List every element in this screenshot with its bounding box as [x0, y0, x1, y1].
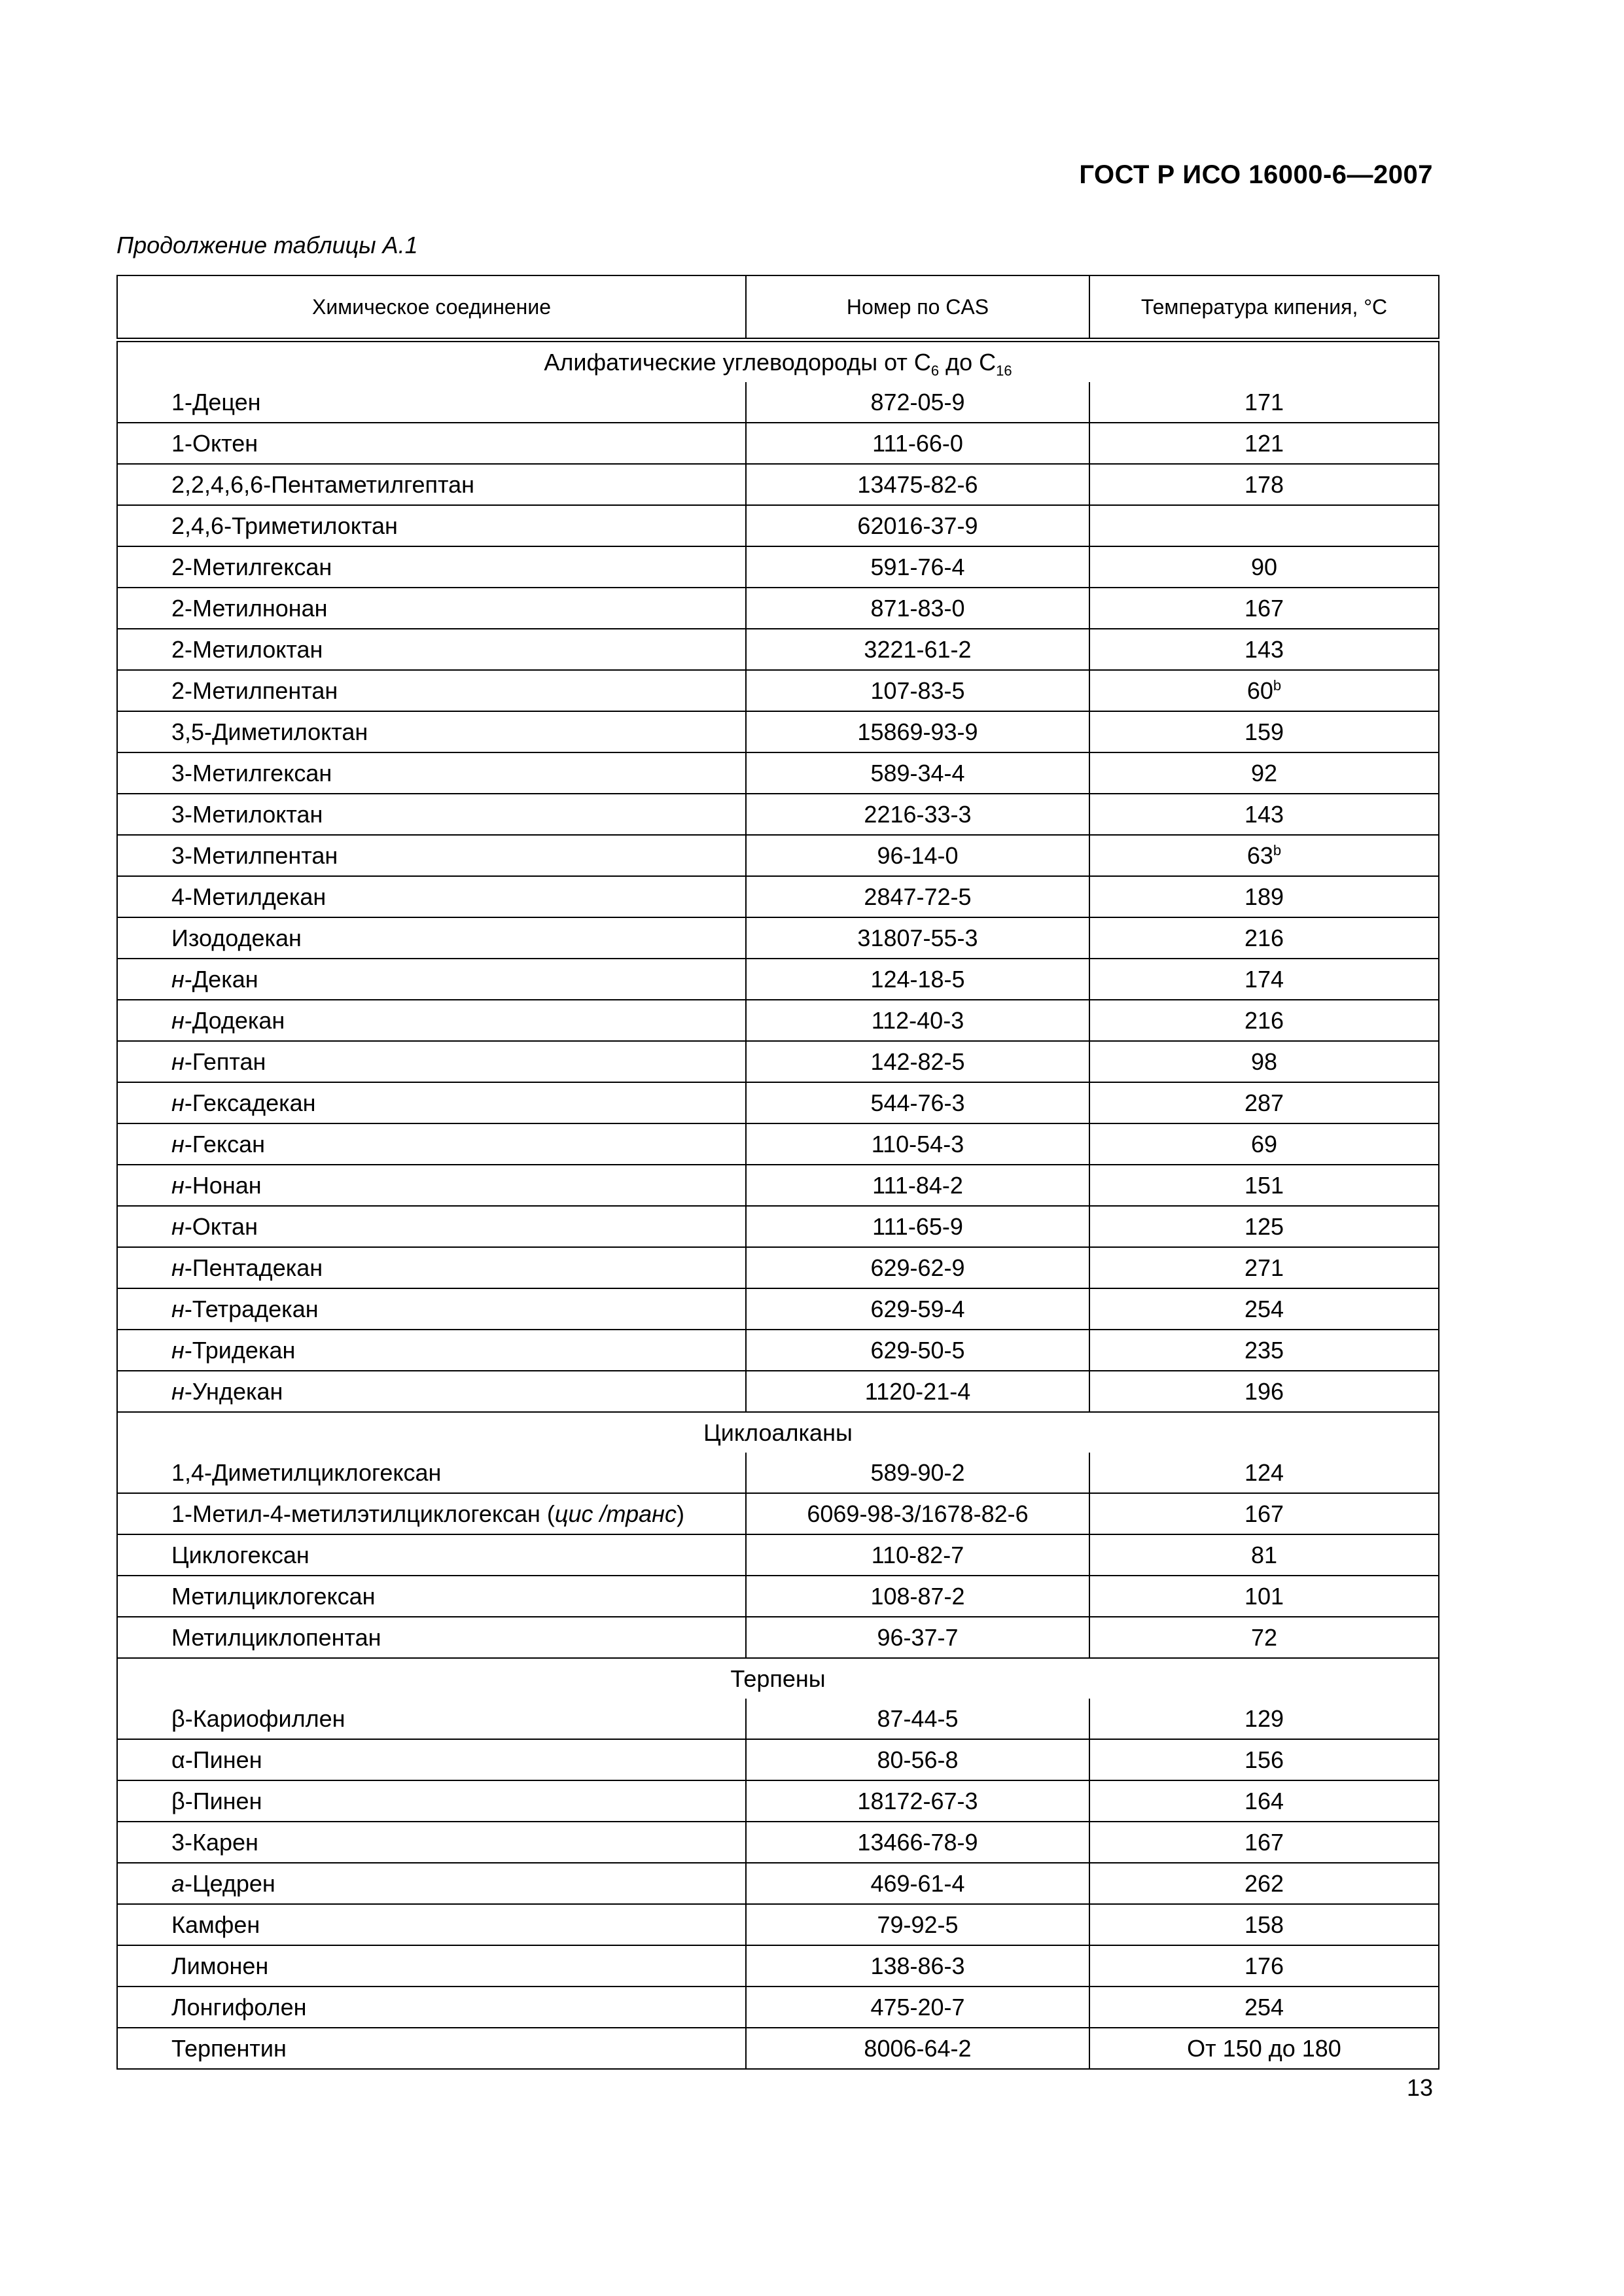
compound-name-cell [117, 1288, 746, 1330]
compound-name-cell [117, 1945, 746, 1987]
compound-name: 2-Метилнонан [171, 594, 328, 622]
table-row [117, 1822, 1439, 1863]
compound-name: Лонгифолен [171, 1993, 307, 2021]
compound-name: -Гексан [184, 1130, 265, 1157]
boiling-point-cell [1089, 1165, 1439, 1206]
compound-prefix: н [171, 1212, 185, 1240]
cas-number-cell: 96-14-0 [746, 835, 1089, 876]
compound-name: 3-Метилоктан [171, 800, 323, 828]
compound-name-cell [117, 464, 746, 505]
compound-name-cell [117, 505, 746, 546]
compound-name-cell [117, 752, 746, 794]
compound-prefix: н [171, 1089, 185, 1116]
boiling-point-value: 92 [1250, 759, 1278, 786]
section-title-part: Терпены [730, 1665, 826, 1692]
boiling-point-cell [1089, 1904, 1439, 1945]
boiling-point-value: 216 [1244, 924, 1284, 951]
boiling-point-cell [1089, 917, 1439, 959]
boiling-point-value: 174 [1244, 965, 1284, 993]
boiling-point-value: 178 [1244, 470, 1284, 498]
compound-prefix: н [171, 1295, 185, 1322]
table-row [117, 959, 1439, 1000]
boiling-point-cell [1089, 835, 1439, 876]
compound-name: 1-Децен [171, 388, 261, 415]
boiling-point-value: 156 [1244, 1746, 1284, 1773]
compound-name-cell [117, 1780, 746, 1822]
table-row [117, 2028, 1439, 2069]
boiling-point-value: 189 [1244, 883, 1284, 910]
cas-number-cell: 872-05-9 [746, 382, 1089, 423]
compounds-table [116, 275, 1439, 2070]
boiling-point-cell [1089, 1453, 1439, 1493]
table-header-row [117, 275, 1439, 340]
table-body [117, 340, 1439, 2070]
compound-name: 2-Метилпентан [171, 677, 338, 704]
compound-name-cell [117, 1534, 746, 1576]
boiling-point-value: 98 [1250, 1048, 1278, 1075]
cas-number-cell: 544-76-3 [746, 1082, 1089, 1123]
compound-prefix: н [171, 1377, 185, 1405]
table-row [117, 1288, 1439, 1330]
table-row [117, 464, 1439, 505]
table-row [117, 1041, 1439, 1082]
table-row [117, 1617, 1439, 1658]
section-title-part: Алифатические углеводороды от С [544, 348, 931, 376]
cas-number-cell: 110-82-7 [746, 1534, 1089, 1576]
cas-number-cell: 629-62-9 [746, 1247, 1089, 1288]
boiling-point-cell [1089, 588, 1439, 629]
boiling-point-value: 158 [1244, 1911, 1284, 1938]
boiling-point-value: 159 [1244, 718, 1284, 745]
boiling-point-value: 167 [1244, 1500, 1284, 1527]
boiling-point-cell [1089, 382, 1439, 423]
compound-isomer: цис /транс [554, 1500, 677, 1527]
table-row [117, 1576, 1439, 1617]
cas-number-cell: 871-83-0 [746, 588, 1089, 629]
compound-name: β-Пинен [171, 1787, 262, 1814]
boiling-point-value: 81 [1250, 1541, 1278, 1568]
boiling-point-cell [1089, 1041, 1439, 1082]
section-title-part: до С [939, 348, 997, 376]
table-row [117, 505, 1439, 546]
section-title-part: Циклоалканы [703, 1419, 853, 1446]
compound-name: -Тетрадекан [184, 1295, 319, 1322]
compound-name: 3-Метилгексан [171, 759, 332, 786]
compound-name-cell [117, 1371, 746, 1412]
boiling-point-cell [1089, 423, 1439, 464]
table-row [117, 1123, 1439, 1165]
compound-name: Терпентин [171, 2034, 287, 2062]
compound-prefix: н [171, 1336, 185, 1364]
boiling-point-value: 121 [1244, 429, 1284, 457]
table-row [117, 835, 1439, 876]
compound-name: α-Пинен [171, 1746, 262, 1773]
cas-number-cell: 111-66-0 [746, 423, 1089, 464]
table-row [117, 1371, 1439, 1412]
table-row [117, 794, 1439, 835]
table-row [117, 876, 1439, 917]
compound-name-cell [117, 711, 746, 752]
compound-name: 1,4-Диметилциклогексан [171, 1458, 442, 1486]
compound-name: 2,4,6-Триметилоктан [171, 512, 398, 539]
compound-name-cell [117, 835, 746, 876]
table-row [117, 1206, 1439, 1247]
compound-name-cell [117, 1863, 746, 1904]
compound-name-cell [117, 917, 746, 959]
compound-name: Лимонен [171, 1952, 269, 1979]
table-row [117, 1780, 1439, 1822]
compound-name: -Гептан [184, 1048, 266, 1075]
compound-name-cell [117, 1041, 746, 1082]
compound-name-cell [117, 1493, 746, 1534]
cas-number-cell: 6069-98-3/1678-82-6 [746, 1493, 1089, 1534]
cas-number-cell: 87-44-5 [746, 1699, 1089, 1739]
boiling-point-value: 143 [1244, 800, 1284, 828]
table-row [117, 1247, 1439, 1288]
table-row [117, 1739, 1439, 1780]
compound-name-cell [117, 1123, 746, 1165]
compound-name-cell [117, 2028, 746, 2069]
cas-number-cell: 13466-78-9 [746, 1822, 1089, 1863]
compound-prefix: н [171, 1254, 185, 1281]
document-code: ГОСТ Р ИСО 16000-6—2007 [1079, 160, 1433, 189]
cas-number-cell: 111-65-9 [746, 1206, 1089, 1247]
boiling-point-value: 143 [1244, 635, 1284, 663]
section-row [117, 1412, 1439, 1453]
cas-number-cell: 8006-64-2 [746, 2028, 1089, 2069]
boiling-point-cell [1089, 1534, 1439, 1576]
boiling-point-value: 151 [1244, 1171, 1284, 1199]
compound-name-cell [117, 1247, 746, 1288]
boiling-point-value: 124 [1244, 1458, 1284, 1486]
cas-number-cell: 80-56-8 [746, 1739, 1089, 1780]
footnote-mark: b [1273, 841, 1282, 858]
compound-name: 1-Метил-4-метилэтилциклогексан ( [171, 1500, 555, 1527]
compound-name: β-Кариофиллен [171, 1704, 345, 1732]
cas-number-cell: 124-18-5 [746, 959, 1089, 1000]
compound-name-cell [117, 1987, 746, 2028]
compound-name: -Цедрен [185, 1869, 275, 1897]
compound-name: Метилциклопентан [171, 1623, 381, 1651]
section-title [117, 340, 1439, 383]
cas-number-cell: 79-92-5 [746, 1904, 1089, 1945]
boiling-point-value: 176 [1244, 1952, 1284, 1979]
cas-number-cell: 15869-93-9 [746, 711, 1089, 752]
compound-name: 2-Метилоктан [171, 635, 323, 663]
boiling-point-value: 101 [1244, 1582, 1284, 1610]
compound-name: 1-Октен [171, 429, 258, 457]
compound-name: 4-Метилдекан [171, 883, 327, 910]
cas-number-cell: 475-20-7 [746, 1987, 1089, 2028]
compound-name: Камфен [171, 1911, 260, 1938]
compound-name-cell [117, 1739, 746, 1780]
boiling-point-cell [1089, 1206, 1439, 1247]
cas-number-cell: 112-40-3 [746, 1000, 1089, 1041]
compound-name: -Тридекан [184, 1336, 296, 1364]
cas-number-cell: 589-90-2 [746, 1453, 1089, 1493]
boiling-point-cell [1089, 1617, 1439, 1658]
boiling-point-value: 287 [1244, 1089, 1284, 1116]
boiling-point-cell [1089, 1247, 1439, 1288]
compound-name: 3-Метилпентан [171, 841, 338, 869]
table-row [117, 1863, 1439, 1904]
cas-number-cell: 3221-61-2 [746, 629, 1089, 670]
boiling-point-cell [1089, 2028, 1439, 2069]
cas-number-cell: 111-84-2 [746, 1165, 1089, 1206]
compound-name-cell [117, 588, 746, 629]
boiling-point-value: 196 [1244, 1377, 1284, 1405]
compound-prefix: н [171, 1171, 185, 1199]
cas-number-cell: 142-82-5 [746, 1041, 1089, 1082]
boiling-point-cell [1089, 752, 1439, 794]
compound-name: 2-Метилгексан [171, 553, 332, 580]
boiling-point-cell [1089, 1330, 1439, 1371]
compound-name: 3-Карен [171, 1828, 258, 1856]
column-header-boiling-point: Температура кипения, °С [1089, 275, 1439, 340]
boiling-point-cell [1089, 464, 1439, 505]
boiling-point-cell [1089, 1123, 1439, 1165]
boiling-point-value: 262 [1244, 1869, 1284, 1897]
cas-number-cell: 96-37-7 [746, 1617, 1089, 1658]
cas-number-cell: 107-83-5 [746, 670, 1089, 711]
cas-number-cell: 589-34-4 [746, 752, 1089, 794]
compound-prefix: н [171, 965, 185, 993]
table-row [117, 752, 1439, 794]
table-row [117, 1945, 1439, 1987]
boiling-point-cell [1089, 1863, 1439, 1904]
cas-number-cell: 62016-37-9 [746, 505, 1089, 546]
table-row [117, 1493, 1439, 1534]
section-title-part: 16 [996, 362, 1012, 379]
compound-prefix: н [171, 1130, 185, 1157]
boiling-point-value: 90 [1250, 553, 1278, 580]
cas-number-cell: 13475-82-6 [746, 464, 1089, 505]
footnote-mark: b [1273, 677, 1282, 694]
table-row [117, 1534, 1439, 1576]
table-row [117, 423, 1439, 464]
boiling-point-cell [1089, 1945, 1439, 1987]
page-number: 13 [1406, 2074, 1433, 2101]
boiling-point-cell [1089, 1082, 1439, 1123]
table-row [117, 629, 1439, 670]
cas-number-cell: 469-61-4 [746, 1863, 1089, 1904]
compound-name-cell [117, 629, 746, 670]
cas-number-cell: 2216-33-3 [746, 794, 1089, 835]
boiling-point-cell [1089, 1987, 1439, 2028]
compound-name: -Нонан [184, 1171, 262, 1199]
compound-name: -Октан [184, 1212, 258, 1240]
boiling-point-cell [1089, 959, 1439, 1000]
boiling-point-value: 125 [1244, 1212, 1284, 1240]
boiling-point-value: 271 [1244, 1254, 1284, 1281]
compound-name: -Гексадекан [184, 1089, 316, 1116]
table-row [117, 917, 1439, 959]
section-row [117, 1658, 1439, 1699]
boiling-point-value: 216 [1244, 1006, 1284, 1034]
table-row [117, 1000, 1439, 1041]
boiling-point-cell [1089, 1288, 1439, 1330]
compound-name-cell [117, 1617, 746, 1658]
compound-name: Изододекан [171, 924, 302, 951]
boiling-point-value: 164 [1244, 1787, 1284, 1814]
cas-number-cell: 18172-67-3 [746, 1780, 1089, 1822]
boiling-point-value: 167 [1244, 594, 1284, 622]
boiling-point-value: 129 [1244, 1704, 1284, 1732]
table-row [117, 1987, 1439, 2028]
table-row [117, 588, 1439, 629]
boiling-point-value: 171 [1244, 388, 1284, 415]
table-caption: Продолжение таблицы А.1 [116, 232, 418, 258]
compound-name-cell [117, 1822, 746, 1863]
compound-name-cell [117, 382, 746, 423]
boiling-point-value: 60 [1246, 677, 1273, 704]
boiling-point-cell [1089, 1699, 1439, 1739]
table-row [117, 670, 1439, 711]
boiling-point-cell [1089, 876, 1439, 917]
boiling-point-cell [1089, 1576, 1439, 1617]
compound-name: -Ундекан [184, 1377, 283, 1405]
cas-number-cell: 1120-21-4 [746, 1371, 1089, 1412]
compound-name-cell [117, 1699, 746, 1739]
compound-name-cell [117, 670, 746, 711]
compound-name-cell [117, 959, 746, 1000]
section-title-part: 6 [930, 362, 940, 379]
boiling-point-cell [1089, 1371, 1439, 1412]
table-row [117, 1904, 1439, 1945]
boiling-point-value: 235 [1244, 1336, 1284, 1364]
section-title [117, 1412, 1439, 1453]
compound-name: Метилциклогексан [171, 1582, 376, 1610]
table-row [117, 1330, 1439, 1371]
boiling-point-value: 69 [1250, 1130, 1278, 1157]
boiling-point-value: От 150 до 180 [1187, 2034, 1341, 2062]
compound-name: 3,5-Диметилоктан [171, 718, 368, 745]
boiling-point-cell [1089, 546, 1439, 588]
table-row [117, 711, 1439, 752]
compound-prefix: н [171, 1006, 185, 1034]
table-row [117, 1165, 1439, 1206]
boiling-point-value: 63 [1246, 841, 1273, 869]
compound-name-cell [117, 876, 746, 917]
boiling-point-cell [1089, 711, 1439, 752]
cas-number-cell: 591-76-4 [746, 546, 1089, 588]
compound-name-cell [117, 546, 746, 588]
table-row [117, 1699, 1439, 1739]
compound-name: -Додекан [184, 1006, 285, 1034]
compound-prefix: н [171, 1048, 185, 1075]
table-row [117, 1082, 1439, 1123]
cas-number-cell: 629-59-4 [746, 1288, 1089, 1330]
table-row [117, 1453, 1439, 1493]
cas-number-cell: 31807-55-3 [746, 917, 1089, 959]
compound-name-cell [117, 1082, 746, 1123]
compound-name-cell [117, 1206, 746, 1247]
compound-name-cell [117, 1000, 746, 1041]
boiling-point-cell [1089, 1780, 1439, 1822]
boiling-point-cell [1089, 1822, 1439, 1863]
boiling-point-value: 167 [1244, 1828, 1284, 1856]
compound-name-cell [117, 423, 746, 464]
compound-name-cell [117, 794, 746, 835]
compound-prefix: а [171, 1869, 185, 1897]
boiling-point-cell [1089, 670, 1439, 711]
boiling-point-cell [1089, 505, 1439, 546]
compound-name-cell [117, 1904, 746, 1945]
compound-name: Циклогексан [171, 1541, 309, 1568]
table-row [117, 382, 1439, 423]
section-title [117, 1658, 1439, 1699]
boiling-point-cell [1089, 629, 1439, 670]
boiling-point-cell [1089, 1000, 1439, 1041]
cas-number-cell: 138-86-3 [746, 1945, 1089, 1987]
compound-name: -Пентадекан [184, 1254, 323, 1281]
cas-number-cell: 108-87-2 [746, 1576, 1089, 1617]
compound-suffix: ) [676, 1500, 684, 1527]
compound-name-cell [117, 1453, 746, 1493]
column-header-compound: Химическое соединение [117, 275, 746, 340]
boiling-point-value: 72 [1250, 1623, 1278, 1651]
compound-name: -Декан [184, 965, 258, 993]
cas-number-cell: 2847-72-5 [746, 876, 1089, 917]
compound-name-cell [117, 1330, 746, 1371]
boiling-point-value: 254 [1244, 1295, 1284, 1322]
table-row [117, 546, 1439, 588]
boiling-point-value: 254 [1244, 1993, 1284, 2021]
boiling-point-cell [1089, 1739, 1439, 1780]
compound-name-cell [117, 1576, 746, 1617]
section-row [117, 340, 1439, 383]
cas-number-cell: 629-50-5 [746, 1330, 1089, 1371]
column-header-cas: Номер по CAS [746, 275, 1089, 340]
cas-number-cell: 110-54-3 [746, 1123, 1089, 1165]
compound-name: 2,2,4,6,6-Пентаметилгептан [171, 470, 475, 498]
boiling-point-cell [1089, 1493, 1439, 1534]
boiling-point-cell [1089, 794, 1439, 835]
compound-name-cell [117, 1165, 746, 1206]
